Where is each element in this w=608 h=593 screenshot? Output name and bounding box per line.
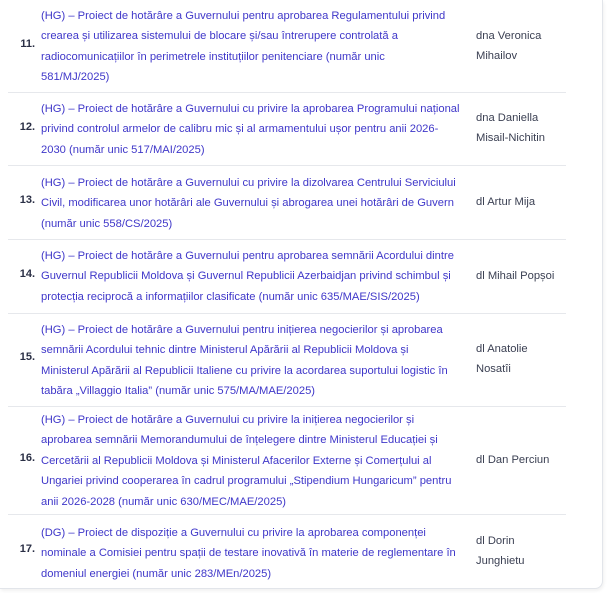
table-row bbox=[8, 0, 566, 93]
item-responsible-line: Misail-Nichitin bbox=[476, 132, 545, 145]
table-row bbox=[8, 165, 566, 240]
item-title-line[interactable]: anii 2026-2028 (număr unic 630/MEC/MAE/2025) bbox=[41, 495, 287, 508]
item-title-link[interactable] bbox=[41, 246, 461, 307]
item-number: 11. bbox=[20, 38, 35, 50]
item-responsible-line: Nosatîi bbox=[476, 363, 511, 376]
item-responsible-line: Junghietu bbox=[476, 555, 525, 568]
item-number: 16. bbox=[19, 452, 35, 464]
table-row bbox=[8, 313, 566, 407]
item-title-line[interactable]: (HG) – Proiect de hotărâre a Guvernului cu privire la aprobarea Programului național bbox=[41, 103, 460, 115]
item-title-link[interactable] bbox=[41, 99, 461, 160]
item-title-line[interactable]: (HG) – Proiect de hotărâre a Guvernului cu privire la inițierea negocierilor și bbox=[41, 414, 415, 426]
item-title-line[interactable]: nominale a Comisiei pentru spații de testare inovativă în materie de reglementare în bbox=[41, 547, 456, 560]
item-title-link[interactable] bbox=[41, 523, 461, 584]
item-responsible bbox=[476, 108, 568, 149]
item-title-line[interactable]: (HG) – Proiect de hotărâre a Guvernului pentru aprobarea semnării Acordului dintre bbox=[41, 250, 454, 262]
item-number: 17. bbox=[19, 543, 35, 555]
item-responsible-line: dl Dan Perciun bbox=[476, 454, 550, 466]
item-title-line[interactable]: Ungariei privind cooperarea în cadrul programului „Stipendium Hungaricum” pentru bbox=[41, 475, 452, 488]
item-title-line[interactable]: aprobarea semnării Memorandumului de înțelegere dintre Ministerul Educației și bbox=[41, 434, 438, 447]
table-row bbox=[8, 239, 566, 314]
item-title-line[interactable]: Cercetării al Republicii Moldova și Ministerul Afacerilor Externe și Comerțului al bbox=[41, 454, 432, 467]
item-number: 12. bbox=[19, 121, 35, 133]
item-number: 14. bbox=[19, 268, 35, 280]
item-title-line[interactable]: 581/MJ/2025) bbox=[41, 71, 110, 84]
item-title-line[interactable]: radiocomunicațiilor în perimetrele instituțiilor penitenciare (număr unic bbox=[41, 50, 385, 63]
item-title-line[interactable]: Civil, modificarea unor hotărâri ale Guvernului și abrogarea unei hotărâri de Guvern bbox=[41, 197, 454, 210]
item-responsible-line: dl Artur Mija bbox=[476, 196, 536, 208]
item-responsible bbox=[476, 192, 568, 212]
item-responsible bbox=[476, 339, 568, 380]
item-title-line[interactable]: (HG) – Proiect de hotărâre a Guvernului pentru inițierea negocierilor și aprobarea bbox=[41, 324, 443, 336]
item-responsible-line: dl Anatolie bbox=[476, 343, 528, 355]
table-row bbox=[8, 92, 566, 166]
item-title-line[interactable]: privind controlul armelor de calibru mic și al armamentului ușor pentru anii 2026- bbox=[41, 123, 439, 136]
item-responsible-line: dna Veronica bbox=[476, 30, 542, 42]
item-responsible-line: dl Mihail Popșoi bbox=[476, 270, 555, 282]
item-number: 15. bbox=[19, 351, 35, 363]
item-title-line[interactable]: domeniul energiei (număr unic 283/MEn/2025) bbox=[41, 567, 272, 580]
item-title-line[interactable]: (HG) – Proiect de hotărâre a Guvernului cu privire la dizolvarea Centrului Serviciului bbox=[41, 177, 456, 189]
item-responsible bbox=[476, 450, 568, 470]
item-responsible bbox=[476, 531, 568, 572]
item-title-link[interactable] bbox=[41, 320, 461, 402]
item-responsible-line: dna Daniella bbox=[476, 112, 539, 124]
item-title-line[interactable]: semnării Acordului tehnic dintre Ministerul Apărării al Republicii Moldova și bbox=[41, 344, 409, 357]
item-title-line[interactable]: 2030 (număr unic 517/MAI/2025) bbox=[41, 143, 205, 156]
item-title-line[interactable]: (număr unic 558/CS/2025) bbox=[41, 217, 173, 230]
item-title-line[interactable]: Ministerul Apărării al Republicii Italiene cu privire la acordarea suportului logistic în bbox=[41, 364, 448, 377]
table-row bbox=[8, 406, 566, 515]
item-responsible-line: dl Dorin bbox=[476, 535, 515, 547]
item-title-line[interactable]: Guvernul Republicii Moldova și Guvernul Republicii Azerbaidjan privind schimbul și bbox=[41, 270, 451, 283]
item-title-line[interactable]: (DG) – Proiect de dispoziție a Guvernului cu privire la aprobarea componenței bbox=[41, 527, 426, 539]
table-row bbox=[8, 514, 566, 588]
item-title-line[interactable]: (HG) – Proiect de hotărâre a Guvernului pentru aprobarea Regulamentului privind bbox=[41, 10, 446, 22]
item-number: 13. bbox=[19, 194, 35, 206]
item-responsible bbox=[476, 266, 568, 286]
item-title-link[interactable] bbox=[41, 410, 461, 512]
item-title-link[interactable] bbox=[41, 173, 461, 234]
item-responsible bbox=[476, 26, 568, 67]
item-responsible-line: Mihailov bbox=[476, 50, 518, 63]
item-title-line[interactable]: protecția reciprocă a informațiilor clasificate (număr unic 635/MAE/SIS/2025) bbox=[41, 290, 420, 303]
item-title-line[interactable]: tabăra „Villaggio Italia” (număr unic 575/MA/MAE/2025) bbox=[41, 385, 316, 398]
item-title-link[interactable] bbox=[41, 6, 461, 88]
item-title-line[interactable]: crearea și utilizarea sistemului de blocare și/sau întrerupere controlată a bbox=[41, 30, 398, 43]
